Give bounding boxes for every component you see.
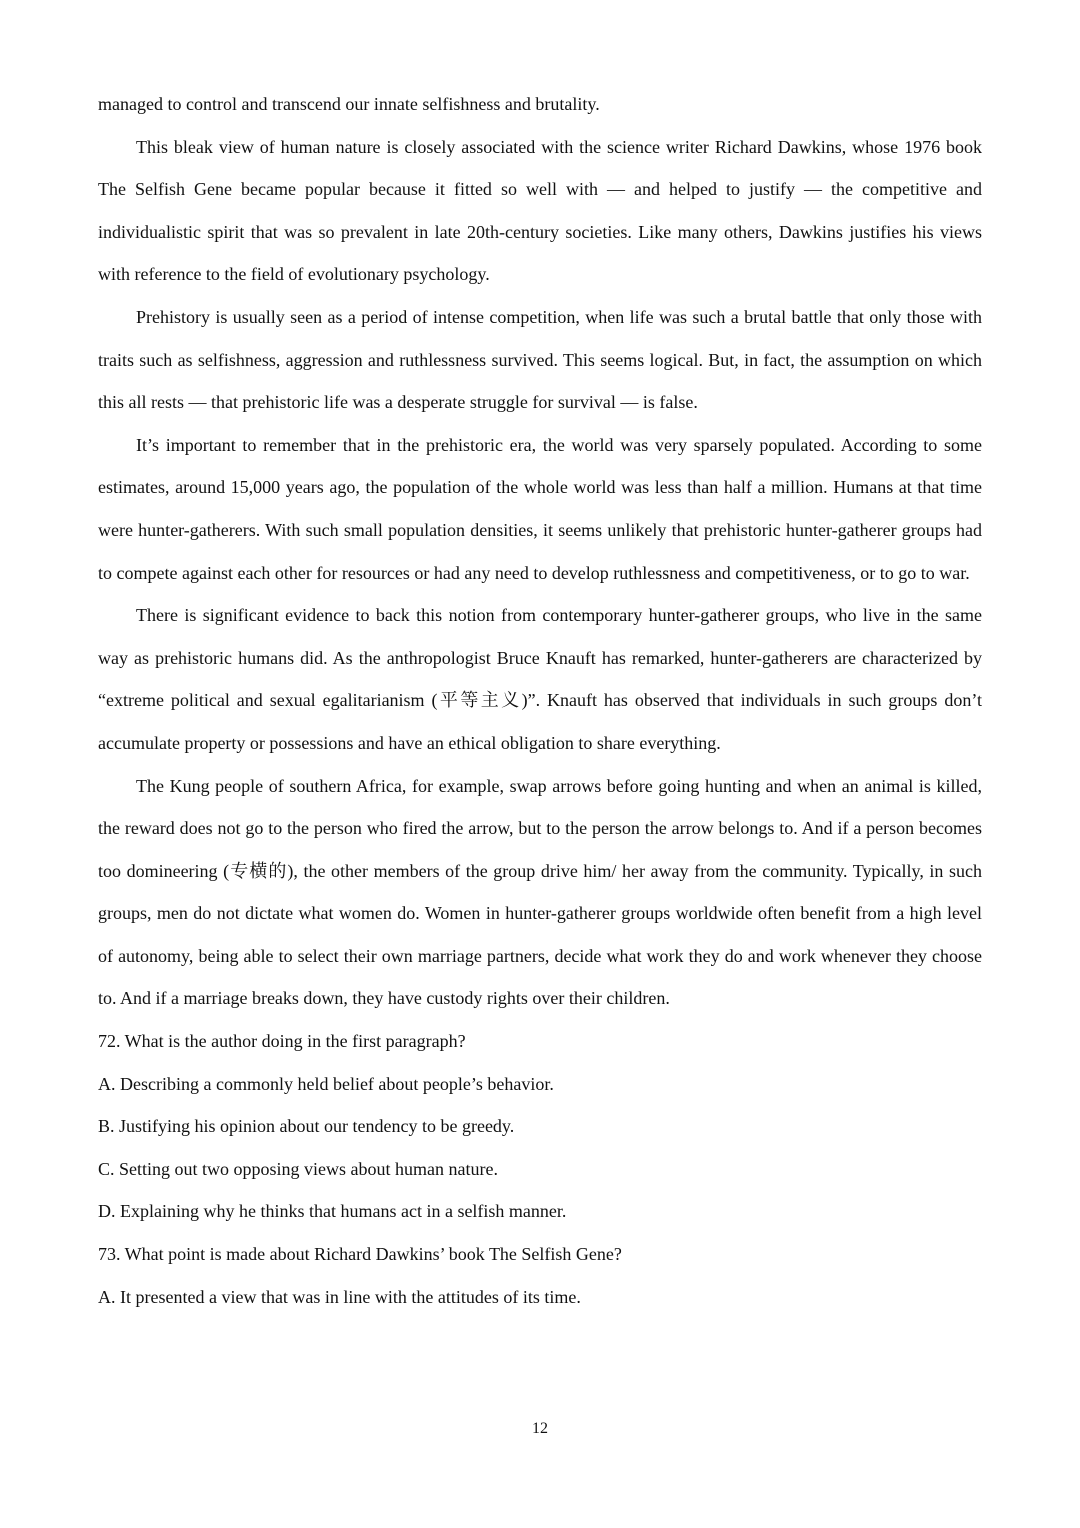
page-content	[98, 83, 982, 1318]
option-c: C. Setting out two opposing views about human nature.	[98, 1158, 498, 1179]
option-a: A. It presented a view that was in line with the attitudes of its time.	[98, 1286, 581, 1307]
question-72	[98, 1020, 982, 1233]
option-b: B. Justifying his opinion about our tendency to be greedy.	[98, 1116, 515, 1137]
paragraph-population: It’s important to remember that in the prehistoric era, the world was very sparsely populated. According to some estimates, around 15,000 years ago, the population of the whole world was less than half a million. Humans at that time were hunter-gatherers. With such small population densities, it seems unlikely that prehistoric hunter-gatherer groups had to compete against each other for resources or had any need to develop ruthlessness and competitiveness, or to go to war.	[98, 434, 982, 583]
paragraph-continued: managed to control and transcend our innate selfishness and brutality.	[98, 94, 600, 114]
option-a: A. Describing a commonly held belief about people’s behavior.	[98, 1073, 554, 1094]
question-stem: 72. What is the author doing in the first paragraph?	[98, 1031, 466, 1052]
paragraph-prehistory: Prehistory is usually seen as a period of intense competition, when life was such a brutal battle that only those with traits such as selfishness, aggression and ruthlessness survived. This seems logical. But, in fact, the assumption on which this all rests — that prehistoric life was a desperate struggle for survival — is false.	[98, 306, 982, 413]
paragraph-evidence: There is significant evidence to back this notion from contemporary hunter-gatherer groups, who live in the same way as prehistoric humans did. As the anthropologist Bruce Knauft has remarked, hunter-gatherers are characterized by “extreme political and sexual egalitarianism (平等主义)”. Knauft has observed that individuals in such groups don’t accumulate property or possessions and have an ethical obligation to share everything.	[98, 605, 982, 753]
option-d: D. Explaining why he thinks that humans act in a selfish manner.	[98, 1201, 567, 1222]
paragraph-kung-people: The Kung people of southern Africa, for example, swap arrows before going hunting and when an animal is killed, the reward does not go to the person who fired the arrow, but to the person the arrow belongs to. And if a person becomes too domineering (专横的), the other members of the group drive him/ her away from the community. Typically, in such groups, men do not dictate what women do. Women in hunter-gatherer groups worldwide often benefit from a high level of autonomy, being able to select their own marriage partners, decide what work they do and work whenever they choose to. And if a marriage breaks down, they have custody rights over their children.	[98, 775, 982, 1009]
paragraph-dawkins: This bleak view of human nature is closely associated with the science writer Richard Dawkins, whose 1976 book The Selfish Gene became popular because it fitted so well with — and helped to justify — the competitive and individualistic spirit that was so prevalent in late 20th-century societies. Like many others, Dawkins justifies his views with reference to the field of evolutionary psychology.	[98, 136, 982, 285]
page-number: 12	[532, 1420, 548, 1437]
question-stem: 73. What point is made about Richard Dawkins’ book The Selfish Gene?	[98, 1244, 622, 1265]
question-73	[98, 1233, 982, 1318]
